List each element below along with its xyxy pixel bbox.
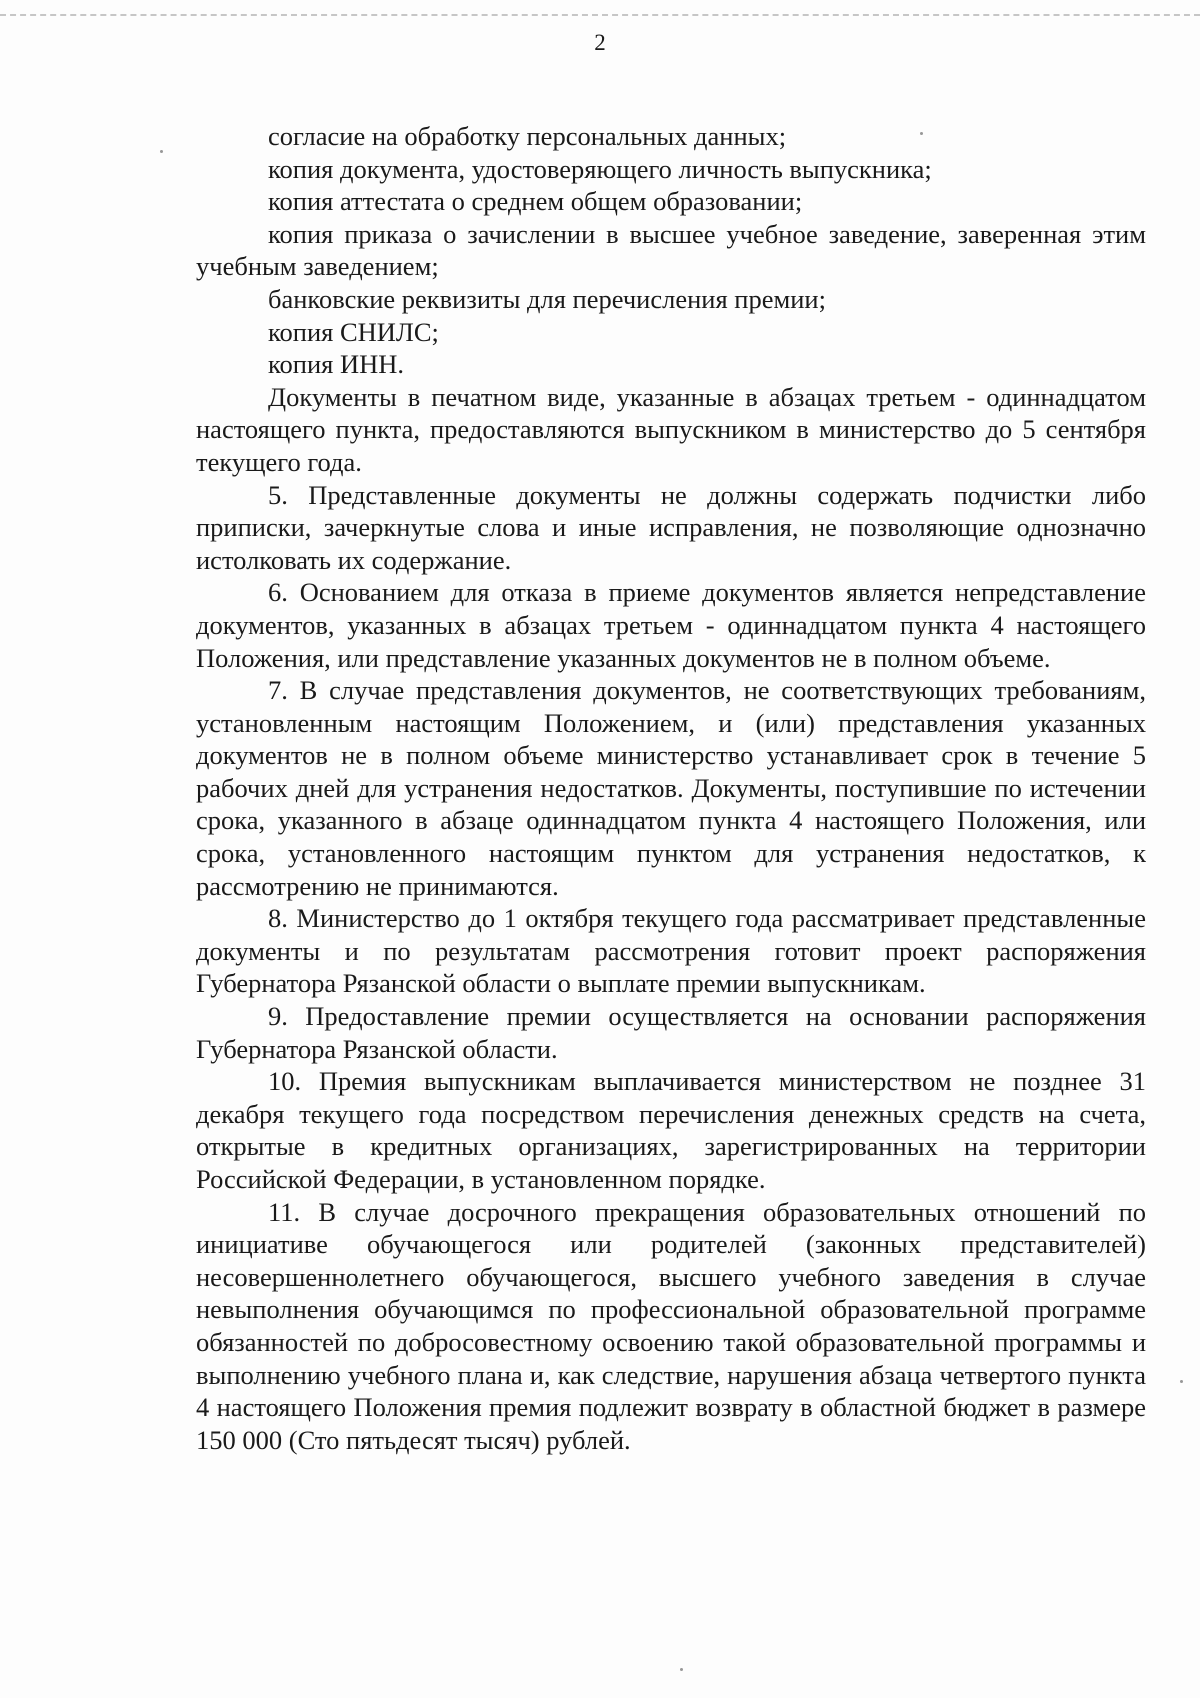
document-body — [196, 120, 1146, 1456]
scan-speck — [680, 1668, 683, 1671]
paragraph-consent: согласие на обработку персональных данных; — [268, 121, 787, 151]
paragraph-enrollment-order: копия приказа о зачислении в высшее учебное заведение, заверенная этим учебным заведением; — [196, 218, 1146, 282]
paragraph-documents-deadline: Документы в печатном виде, указанные в абзацах третьем - одиннадцатом настоящего пункта, предоставляются выпускником в министерство до 5 сентября текущего года. — [196, 381, 1146, 477]
paragraph-item-9: 9. Предоставление премии осуществляется на основании распоряжения Губернатора Рязанской области. — [196, 1001, 1146, 1064]
paragraph-certificate-copy: копия аттестата о среднем общем образовании; — [268, 186, 803, 217]
scan-edge-line — [0, 14, 1200, 16]
scan-speck — [1180, 1380, 1183, 1383]
page-number: 2 — [594, 30, 606, 55]
paragraph-id-copy: копия документа, удостоверяющего личность выпускника; — [268, 153, 932, 184]
paragraph-item-5: 5. Представленные документы не должны содержать подчистки либо приписки, зачеркнутые слова и иные исправления, не позволяющие однозначно истолковать их содержание. — [196, 479, 1146, 575]
paragraph-item-11: 11. В случае досрочного прекращения образовательных отношений по инициативе обучающегося или родителей (законных представителей) несовершеннолетнего обучающегося, высшего учебного заведения в случае невыполнения обучающимся по профессиональной образовательной программе обязанностей по добросовестному освоению такой образовательной программы и выполнению учебного плана и, как следствие, нарушения абзаца четвертого пункта 4 настоящего Положения премия подлежит возврату в областной бюджет в размере 150 000 (Сто пятьдесят тысяч) рублей. — [196, 1196, 1146, 1455]
paragraph-bank-details: банковские реквизиты для перечисления премии; — [268, 283, 826, 314]
paragraph-item-10: 10. Премия выпускникам выплачивается министерством не позднее 31 декабря текущего года посредством перечисления денежных средств на счета, открытые в кредитных организациях, зарегистрированных на территории Российской Федерации, в установленном порядке. — [196, 1066, 1146, 1194]
paragraph-snils: копия СНИЛС; — [268, 316, 439, 347]
paragraph-item-8: 8. Министерство до 1 октября текущего года рассматривает представленные документы и по результатам рассмотрения готовит проект распоряжения Губернатора Рязанской области о выплате премии выпускникам. — [196, 903, 1146, 999]
scan-speck — [160, 150, 163, 153]
scan-speck — [920, 132, 923, 135]
paragraph-item-6: 6. Основанием для отказа в приеме документов является непредставление документов, указанных в абзацах третьем - одиннадцатом пункта 4 настоящего Положения, или представление указанных документов не в полном объеме. — [196, 577, 1146, 673]
paragraph-inn: копия ИНН. — [268, 349, 404, 380]
paragraph-item-7: 7. В случае представления документов, не соответствующих требованиям, установленным настоящим Положением, и (или) представления указанных документов не в полном объеме министерство устанавливает срок в течение 5 рабочих дней для устранения недостатков. Документы, поступившие по истечении срока, указанного в абзаце одиннадцатом пункта 4 настоящего Положения, или срока, установленного настоящим пунктом для устранения недостатков, к рассмотрению не принимаются. — [196, 675, 1146, 901]
